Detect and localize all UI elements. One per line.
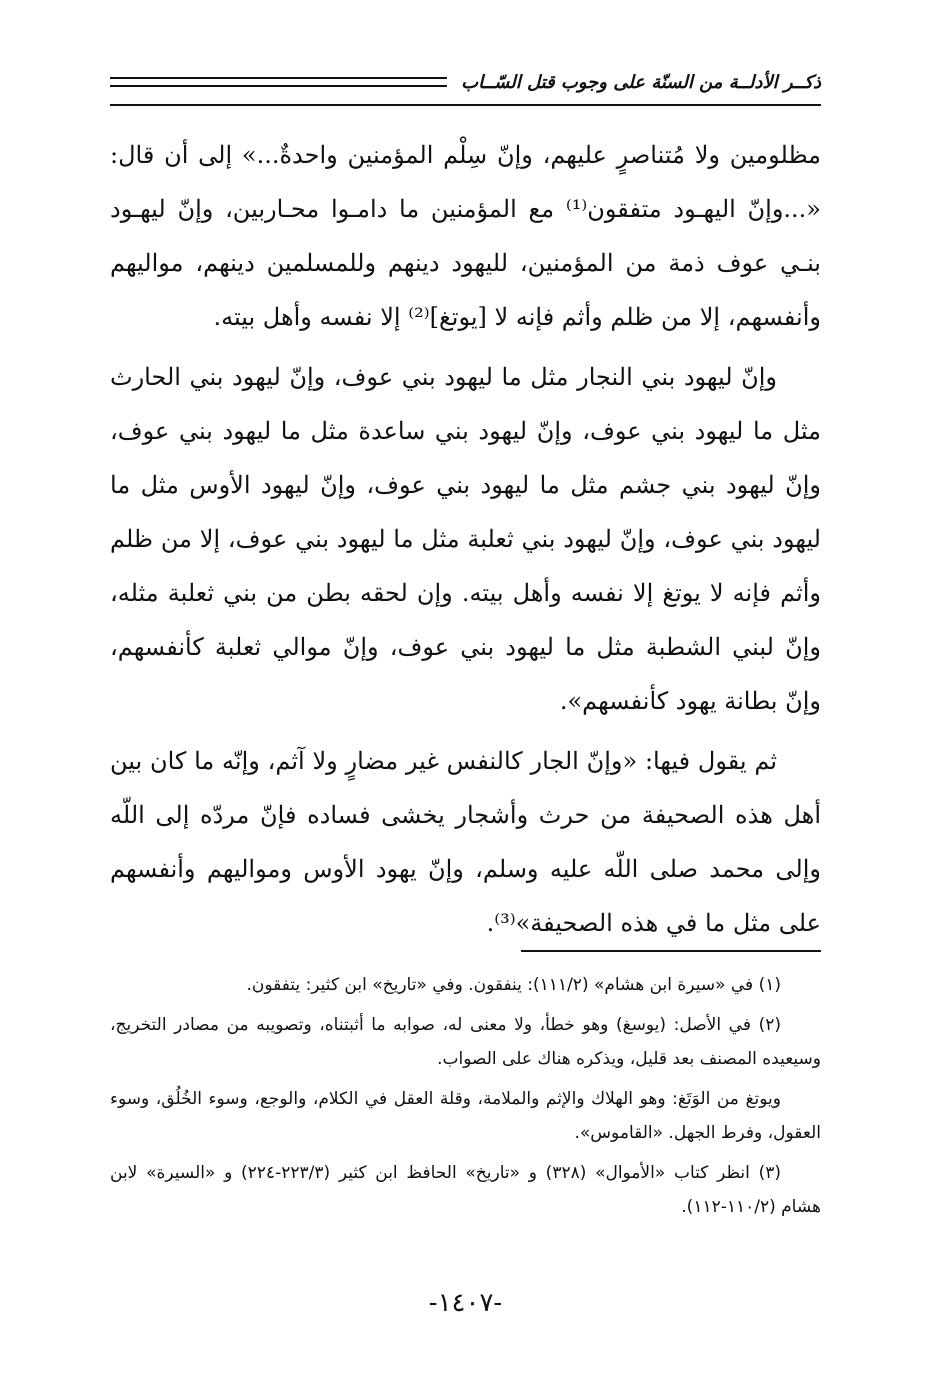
page-number: -١٤٠٧- [428,1288,503,1318]
header-divider [110,104,821,106]
running-header-title: ذكــر الأدلــة من السنّة على وجوب قتل السّــاب [461,71,821,93]
footnotes [110,968,821,1230]
main-text [110,128,821,956]
paragraph-2: وإنّ ليهود بني النجار مثل ما ليهود بني عوف، وإنّ ليهود بني الحارث مثل ما ليهود بني عوف، وإنّ ليهود بني ساعدة مثل ما ليهود بني عوف، وإنّ ليهود بني جشم مثل ما ليهود بني عوف، وإنّ ليهود الأوس مثل ما ليهود بني عوف، وإنّ ليهود بني ثعلبة مثل ما ليهود بني عوف، إلا من ظلم وأثم فإنه لا يوتغ إلا نفسه وأهل بيته. وإن لحقه بطن من بني ثعلبة مثله، وإنّ لبني الشطبة مثل ما ليهود بني عوف، وإنّ موالي ثعلبة كأنفسهم، وإنّ بطانة يهود كأنفسهم». [110,363,821,715]
running-header-double-rule [110,77,447,87]
footnote-divider [521,950,821,952]
footnote-1: (١) في «سيرة ابن هشام» (١١١/٢): ينفقون. وفي «تاريخ» ابن كثير: يتفقون. [246,975,781,995]
paragraph-1: مظلومين ولا مُتناصرٍ عليهم، وإنّ سِلْم المؤمنين واحدةٌ...» إلى أن قال: «...وإنّ اليهـود متفقون⁽¹⁾ مع المؤمنين ما دامـوا محـاربين، وإنّ ليهـود بنـي عوف ذمة من المؤمنين، لليهود دينهم وللمسلمين دينهم، مواليهم وأنفسهم، إلا من ظلم وأثم فإنه لا [يوتغ]⁽²⁾ إلا نفسه وأهل بيته. [110,141,821,331]
paragraph-3: ثم يقول فيها: «وإنّ الجار كالنفس غير مضارٍ ولا آثم، وإنّه ما كان بين أهل هذه الصحيفة من حرث وأشجار يخشى فساده فإنّ مردّه إلى اللّه وإلى محمد صلى اللّه عليه وسلم، وإنّ يهود الأوس ومواليهم وأنفسهم على مثل ما في هذه الصحيفة»⁽³⁾. [110,747,821,937]
footnote-2: (٢) في الأصل: (يوسغ) وهو خطأ، ولا معنى له، صوابه ما أثبتناه، وتصويبه من مصادر التخريج، وسيعيده المصنف بعد قليل، ويذكره هناك على الصواب. [110,1015,821,1069]
running-header [110,62,821,102]
footnote-2-continued: ويوتغ من الوَتَغ: وهو الهلاك والإثم والملامة، وقلة العقل في الكلام، والوجع، وسوء الخُلُق، وسوء العقول، وفرط الجهل. «القاموس». [110,1089,821,1143]
footnote-3: (٣) انظر كتاب «الأموال» (٣٢٨) و «تاريخ» الحافظ ابن كثير (٢٢٣/٣-٢٢٤) و «السيرة» لابن هشام (١١٠/٢-١١٢). [110,1163,821,1217]
